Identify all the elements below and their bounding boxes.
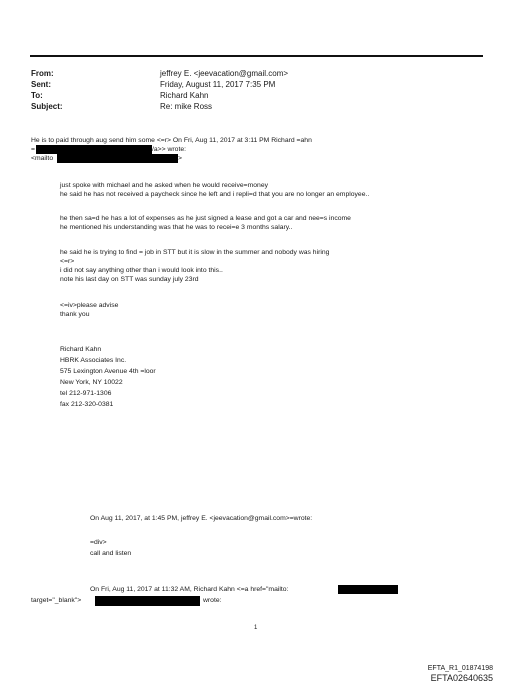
mailto-line: <mailto <box>31 155 54 162</box>
signature-city: New York, NY 10022 <box>60 379 123 386</box>
body-para-1b: he said he has not received a paycheck since he left and i repli=d that you are no longer an employee.. <box>60 191 370 198</box>
body-line-2-prefix: = <box>31 146 35 153</box>
to-value: Richard Kahn <box>160 91 209 100</box>
body-para-2b: he mentioned his understanding was that he was to recei=e 3 months salary.. <box>60 224 293 231</box>
subject-value: Re: mike Ross <box>160 102 213 111</box>
from-label: From: <box>31 69 54 78</box>
quoted-div-tag: =div> <box>90 539 107 546</box>
from-value: jeffrey E. <jeevacation@gmail.com> <box>160 69 289 78</box>
quoted-header-1: On Aug 11, 2017, at 1:45 PM, jeffrey E. <jeevacation@gmail.com>=wrote: <box>90 515 313 522</box>
header-divider <box>30 55 483 57</box>
body-para-3b: <=r> <box>60 258 75 265</box>
sent-value: Friday, August 11, 2017 7:35 PM <box>160 80 276 89</box>
redaction-box <box>95 596 200 606</box>
body-line-1: He is to paid through aug send him some <=r> On Fri, Aug 11, 2017 at 3:11 PM Richard =ahn <box>31 137 312 144</box>
signature-name: Richard Kahn <box>60 346 102 353</box>
body-para-4b: thank you <box>60 311 90 318</box>
body-para-3d: note his last day on STT was sunday july 23rd <box>60 276 199 283</box>
page-number: 1 <box>254 625 258 631</box>
footer-doc-id-2: EFTA02640635 <box>430 673 493 683</box>
body-para-4a: <=iv>please advise <box>60 302 119 309</box>
body-para-3a: he said he is trying to find = job in STT but it is slow in the summer and nobody was hiring <box>60 249 330 256</box>
subject-label: Subject: <box>31 102 63 111</box>
body-para-2a: he then sa=d he has a lot of expenses as he just signed a lease and got a car and nee=s income <box>60 215 351 222</box>
signature-tel: tel 212-971-1306 <box>60 390 112 397</box>
body-line-2-suffix: /a>> wrote: <box>152 146 187 153</box>
quoted-header-2: On Fri, Aug 11, 2017 at 11:32 AM, Richard Kahn <=a href="mailto: <box>90 586 289 593</box>
quoted-target-suffix: wrote: <box>203 597 222 604</box>
to-label: To: <box>31 91 43 100</box>
footer-doc-id-1: EFTA_R1_01874198 <box>427 665 493 672</box>
quoted-target-prefix: target="_blank"> <box>31 597 82 604</box>
body-para-1a: just spoke with michael and he asked when he would receive=money <box>60 182 268 189</box>
signature-company: HBRK Associates Inc. <box>60 357 127 364</box>
redaction-box <box>57 154 178 163</box>
redaction-box <box>36 145 152 154</box>
signature-address: 575 Lexington Avenue 4th =loor <box>60 368 156 375</box>
sent-label: Sent: <box>31 80 51 89</box>
mailto-line-suffix: > <box>178 155 182 162</box>
signature-fax: fax 212-320-0381 <box>60 401 114 408</box>
quoted-message: call and listen <box>90 550 132 557</box>
body-para-3c: i did not say anything other than i would look into this.. <box>60 267 223 274</box>
redaction-box <box>338 585 398 594</box>
